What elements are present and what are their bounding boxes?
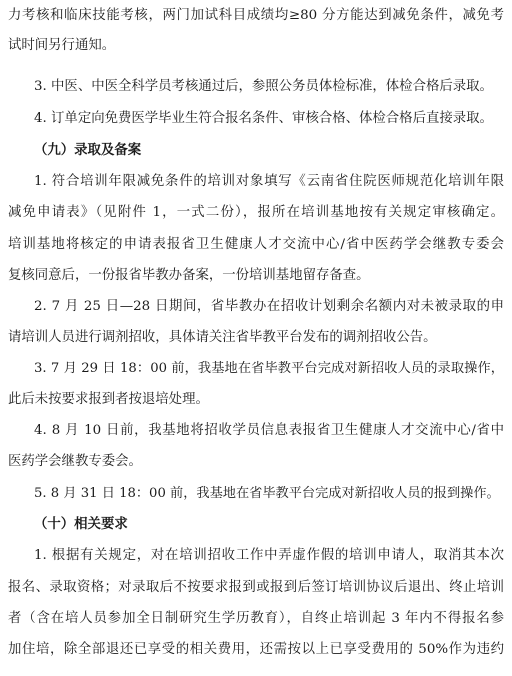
- paragraph-line: 2. 7 月 25 日—28 日期间，省毕教办在招收计划剩余名额内对未被录取的申: [34, 299, 504, 314]
- paragraph-line: 此后未按要求报到者按退培处理。: [8, 392, 209, 407]
- paragraph-line: 加住培，除全部退还已享受的相关费用，还需按以上已享受费用的 50%作为违约: [8, 642, 504, 657]
- paragraph-line: 者（含在培人员参加全日制研究生学历教育），自终止培训起 3 年内不得报名参: [8, 611, 504, 626]
- paragraph-line: 培训基地将核定的申请表报省卫生健康人才交流中心/省中医药学会继教专委会: [8, 237, 504, 252]
- paragraph-line: 1. 符合培训年限减免条件的培训对象填写《云南省住院医师规范化培训年限: [34, 174, 504, 189]
- paragraph-line: 3. 7 月 29 日 18：00 前，我基地在省毕教平台完成对新招收人员的录取操作，: [34, 361, 504, 376]
- paragraph-line: 4. 订单定向免费医学毕业生符合报名条件、审核合格、体检合格后直接录取。: [34, 111, 493, 126]
- paragraph-line: 请培训人员进行调剂招收，具体请关注省毕教平台发布的调剂招收公告。: [8, 330, 437, 345]
- paragraph-line: 5. 8 月 31 日 18：00 前，我基地在省毕教平台完成对新招收人员的报到操作。: [34, 486, 500, 501]
- paragraph-line: 医药学会继教专委会。: [8, 454, 142, 469]
- section-heading-10: （十）相关要求: [34, 517, 128, 532]
- paragraph-line: 复核同意后，一份报省毕教办备案，一份培训基地留存备查。: [8, 268, 370, 283]
- paragraph-line: 试时间另行通知。: [8, 38, 116, 53]
- paragraph-line: 1. 根据有关规定，对在培训招收工作中弄虚作假的培训申请人，取消其本次: [34, 548, 504, 563]
- section-heading-9: （九）录取及备案: [34, 143, 142, 158]
- paragraph-line: 力考核和临床技能考核，两门加试科目成绩均≥80 分方能达到减免条件，减免考: [8, 8, 504, 23]
- paragraph-line: 报名、录取资格；对录取后不按要求报到或报到后签订培训协议后退出、终止培训: [8, 580, 504, 595]
- paragraph-line: 3. 中医、中医全科学员考核通过后，参照公务员体检标准，体检合格后录取。: [34, 79, 493, 94]
- paragraph-line: 4. 8 月 10 日前，我基地将招收学员信息表报省卫生健康人才交流中心/省中: [34, 423, 504, 438]
- paragraph-line: 减免申请表》（见附件 1，一式二份），报所在培训基地按有关规定审核确定。: [8, 205, 504, 220]
